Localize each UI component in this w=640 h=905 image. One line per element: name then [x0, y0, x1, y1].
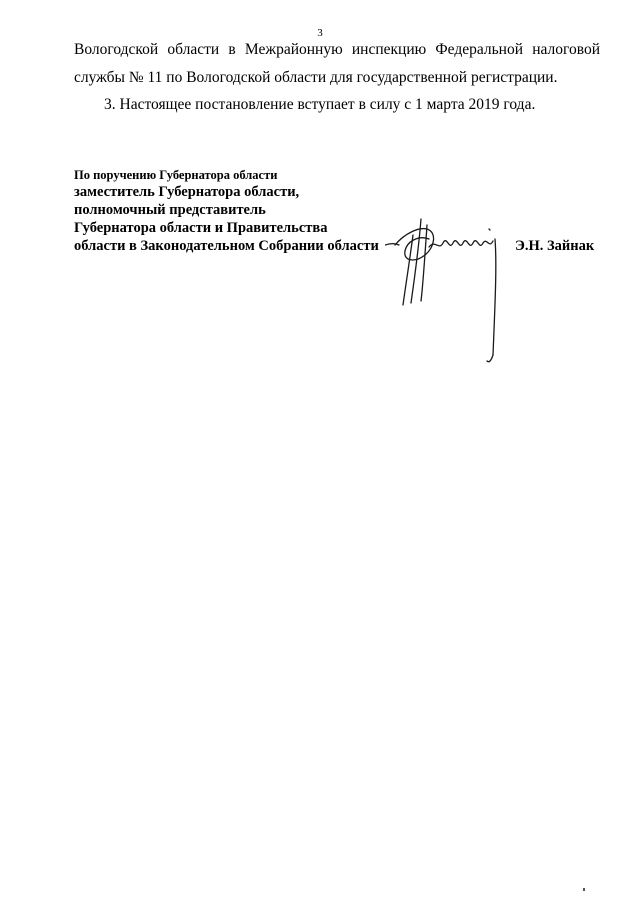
body-paragraph-line-2: службы № 11 по Вологодской области для государственной регистрации. — [74, 69, 558, 86]
body-paragraph-line-1: Вологодской области в Межрайонную инспекцию Федеральной налоговой — [74, 41, 600, 58]
signature-on-behalf: По поручению Губернатора области — [74, 168, 278, 182]
page-number: 3 — [317, 27, 323, 39]
signature-title-line-1: заместитель Губернатора области, — [74, 184, 300, 200]
signature-title-line-2: полномочный представитель — [74, 202, 266, 218]
scan-speck — [583, 888, 585, 891]
signature-title-line-3: Губернатора области и Правительства — [74, 220, 328, 236]
handwritten-signature — [385, 205, 510, 375]
signatory-name: Э.Н. Зайнак — [515, 238, 595, 254]
body-item-3: 3. Настоящее постановление вступает в силу с 1 марта 2019 года. — [104, 96, 536, 113]
signature-title-line-4: области в Законодательном Собрании области — [74, 238, 379, 254]
